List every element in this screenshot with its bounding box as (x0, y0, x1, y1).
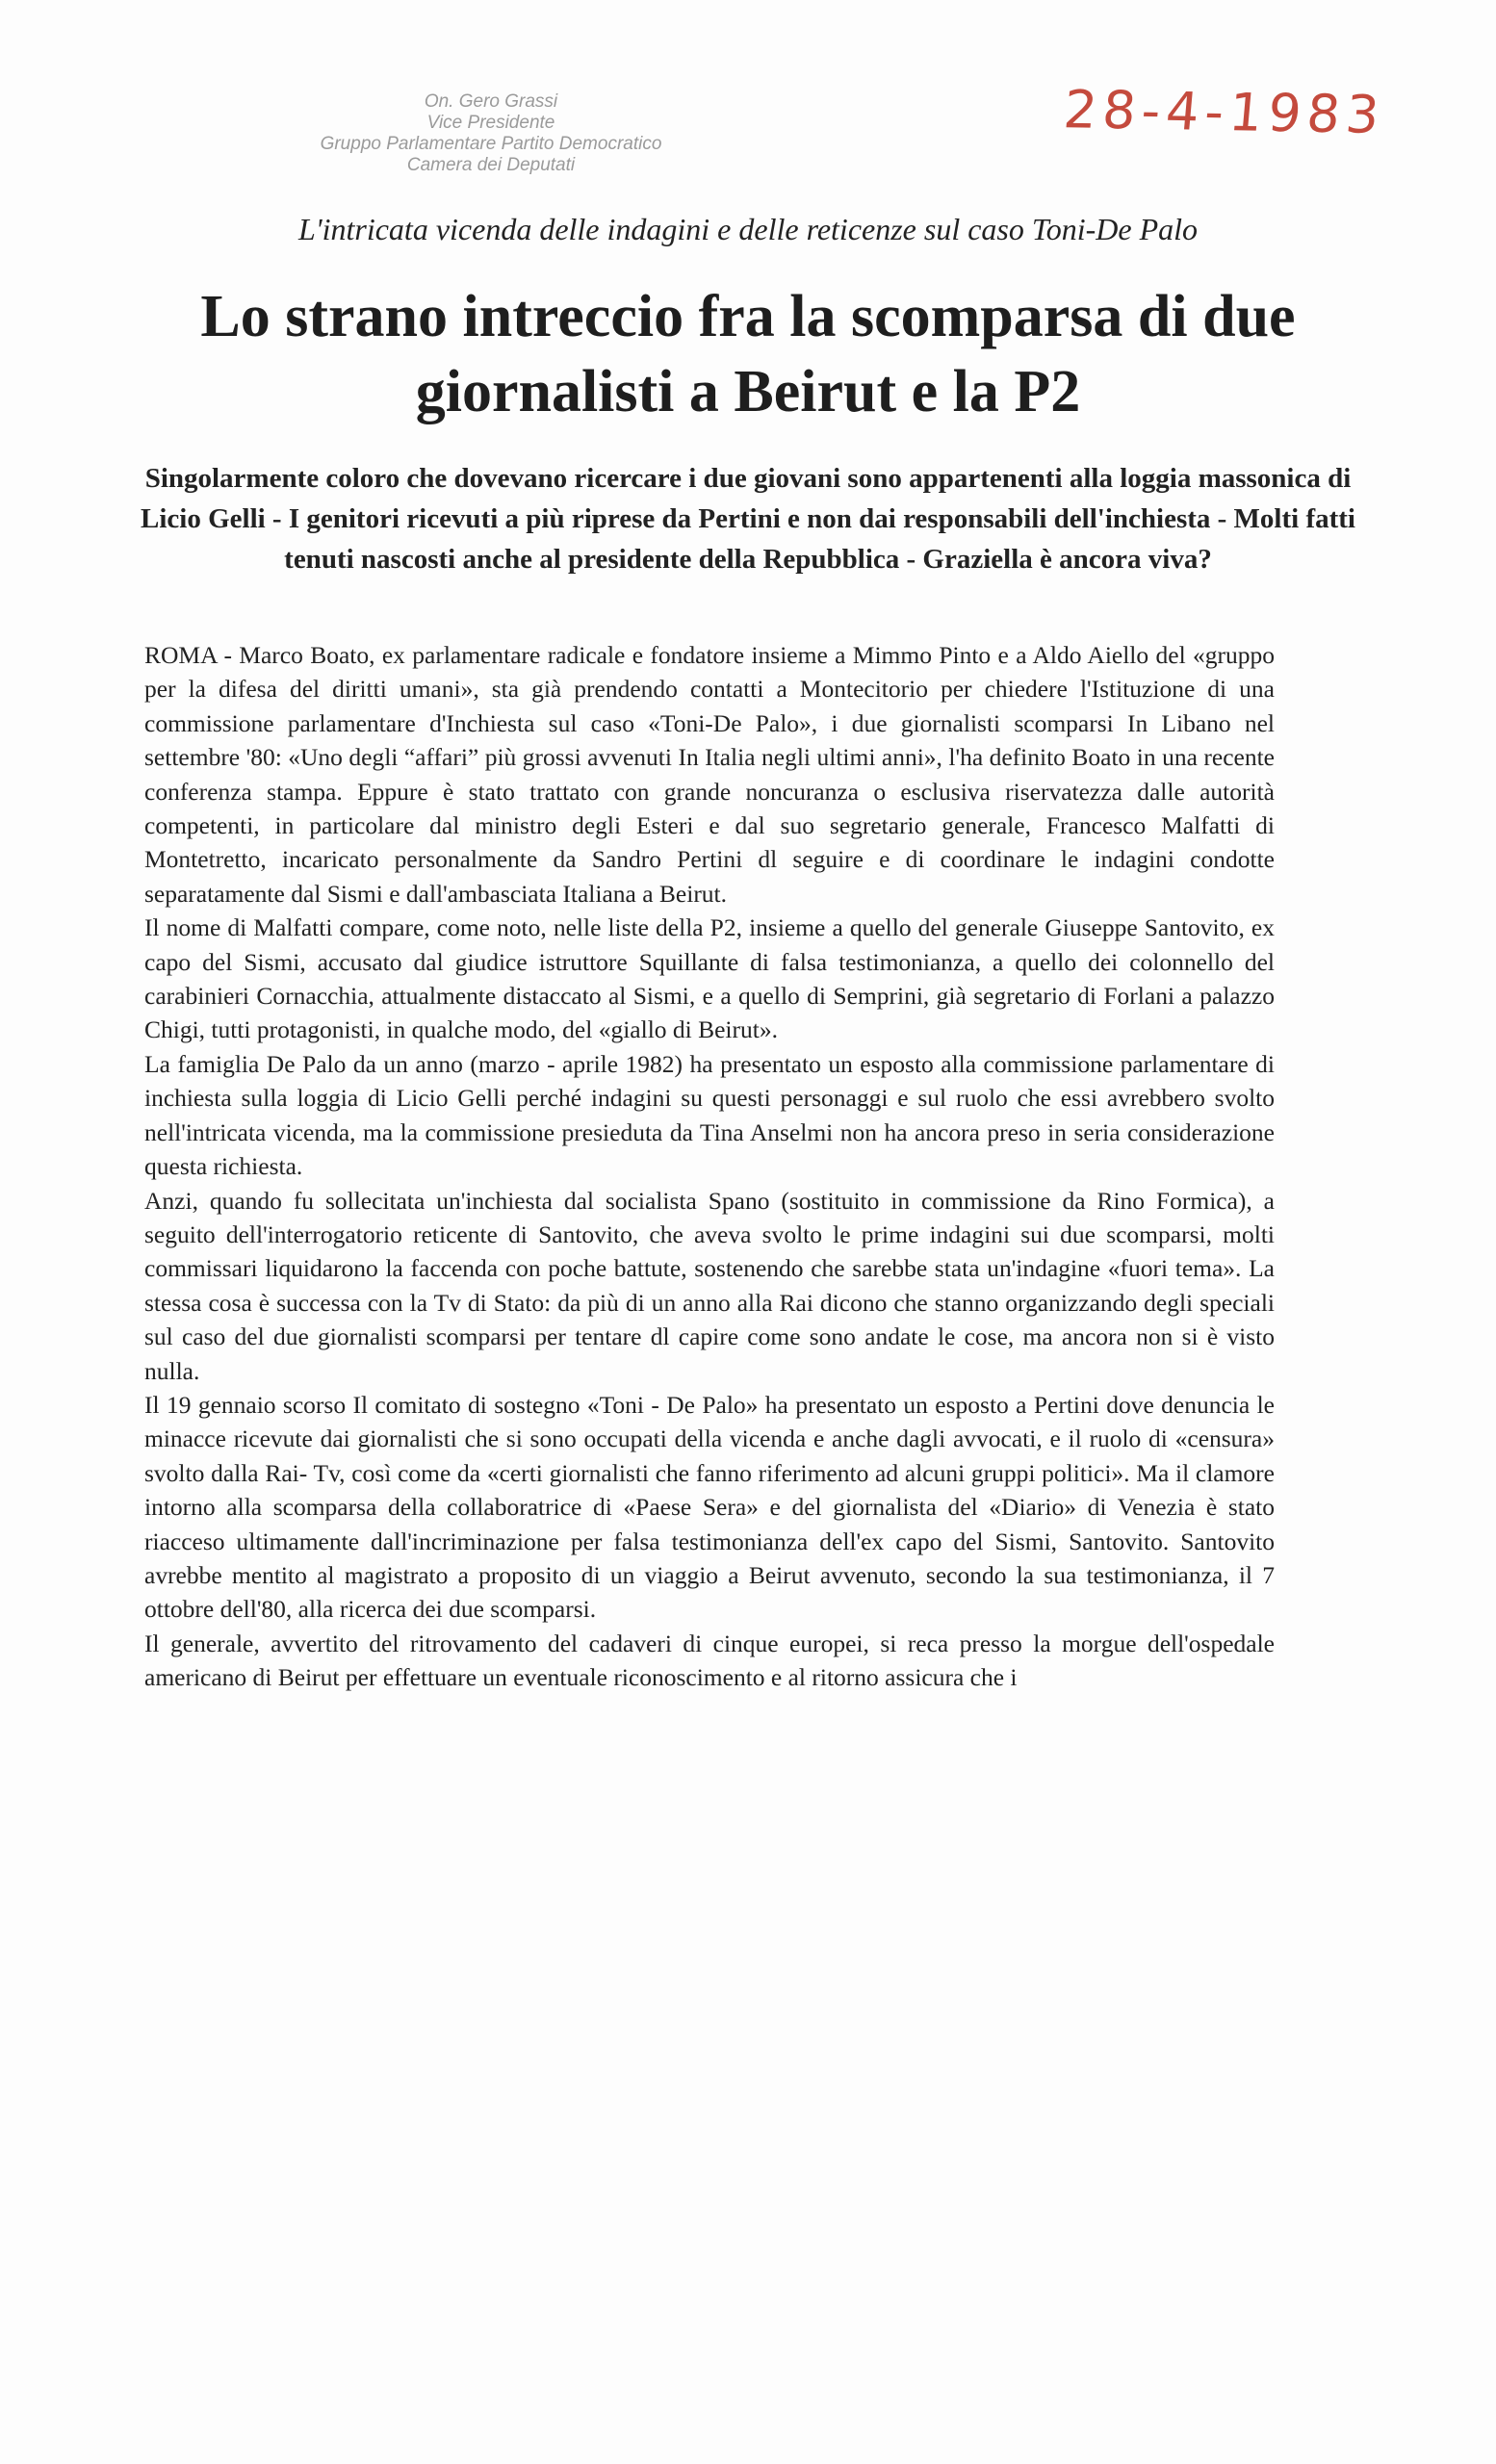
article-headline: Lo strano intreccio fra la scomparsa di due giornalisti a Beirut e la P2 (200, 284, 1296, 424)
article-paragraph: Il 19 gennaio scorso Il comitato di sostegno «Toni - De Palo» ha presentato un esposto a Pertini dove denuncia le minacce ricevute dai giornalisti che si sono occupati della vicenda e anche dagli avvocati, e il ruolo di «censura» svolto dalla Rai- Tv, così come da «certi giornalisti che fanno riferimento ad alcuni gruppi politici». Ma il clamore intorno alla scomparsa della collaboratrice di «Paese Sera» e del giornalista del «Diario» di Venezia è stato riacceso ultimamente dall'incriminazione per falsa testimonianza dell'ex capo del Sismi, Santovito. Santovito avrebbe mentito al magistrato a proposito di un viaggio a Beirut avvenuto, secondo la sua testimonianza, il 7 ottobre dell'80, alla ricerca dei due scomparsi. (144, 1390, 1275, 1624)
deputy-stamp (289, 91, 693, 176)
article-paragraph: Il generale, avvertito del ritrovamento del cadaveri di cinque europei, si reca presso la morgue dell'ospedale americano di Beirut per effettuare un eventuale riconoscimento e al ritorno assicura che i (144, 1629, 1275, 1692)
article-paragraph: Anzi, quando fu sollecitata un'inchiesta dal socialista Spano (sostituito in commissione da Rino Formica), a seguito dell'interrogatorio reticente di Santovito, che aveva svolto le prime indagini sui due scomparsi, molti commissari liquidarono la faccenda con poche battute, sostenendo che sarebbe stata un'indagine «fuori tema». La stessa cosa è successa con la Tv di Stato: da più di un anno alla Rai dicono che stanno organizzando degli speciali sul caso del due giornalisti scomparsi per tentare dl capire come sono andate le cose, ma ancora non si è visto nulla. (144, 1186, 1275, 1385)
stamp-role: Vice Presidente (426, 113, 555, 133)
article-body (144, 638, 1275, 1695)
article-paragraph: Il nome di Malfatti compare, come noto, nelle liste della P2, insieme a quello del generale Giuseppe Santovito, ex capo del Sismi, accusato dal giudice istruttore Squillante di falsa testimonianza, a quello dei colonnello del carabinieri Cornacchia, attualmente distaccato al Sismi, e a quello di Semprini, già segretario di Forlani a palazzo Chigi, tutti protagonisti, in qualche modo, del «giallo di Beirut». (144, 913, 1275, 1044)
stamp-chamber: Camera dei Deputati (406, 155, 576, 175)
stamp-name: On. Gero Grassi (424, 91, 558, 112)
handwritten-date: 28-4-1983 (1061, 79, 1387, 145)
stamp-group: Gruppo Parlamentare Partito Democratico (320, 134, 662, 154)
article-subhead: Singolarmente coloro che dovevano ricercare i due giovani sono appartenenti alla loggia massonica di Licio Gelli - I genitori ricevuti a più riprese da Pertini e non dai responsabili dell'inchiesta - Molti fatti tenuti nascosti anche al presidente della Repubblica - Graziella è ancora viva? (141, 463, 1355, 575)
article-kicker: L'intricata vicenda delle indagini e delle reticenze sul caso Toni-De Palo (297, 212, 1199, 246)
article-paragraph: La famiglia De Palo da un anno (marzo - aprile 1982) ha presentato un esposto alla commissione parlamentare di inchiesta sulla loggia di Licio Gelli perché indagini su questi personaggi e sul ruolo che essi avrebbero svolto nell'intricata vicenda, ma la commissione presieduta da Tina Anselmi non ha ancora preso in seria considerazione questa richiesta. (144, 1049, 1275, 1181)
article-paragraph: ROMA - Marco Boato, ex parlamentare radicale e fondatore insieme a Mimmo Pinto e a Aldo Aiello del «gruppo per la difesa del diritti umani», sta già prendendo contatti a Montecitorio per chiedere l'Istituzione di una commissione parlamentare d'Inchiesta sul caso «Toni-De Palo», i due giornalisti scomparsi In Libano nel settembre '80: «Uno degli “affari” più grossi avvenuti In Italia negli ultimi anni», l'ha definito Boato in una recente conferenza stampa. Eppure è stato trattato con grande noncuranza o esclusiva riservatezza dalle autorità competenti, in particolare dal ministro degli Esteri e dal suo segretario generale, Francesco Malfatti di Montetretto, incaricato personalmente da Sandro Pertini dl seguire e di coordinare le indagini condotte separatamente dal Sismi e dall'ambasciata Italiana a Beirut. (144, 641, 1275, 908)
